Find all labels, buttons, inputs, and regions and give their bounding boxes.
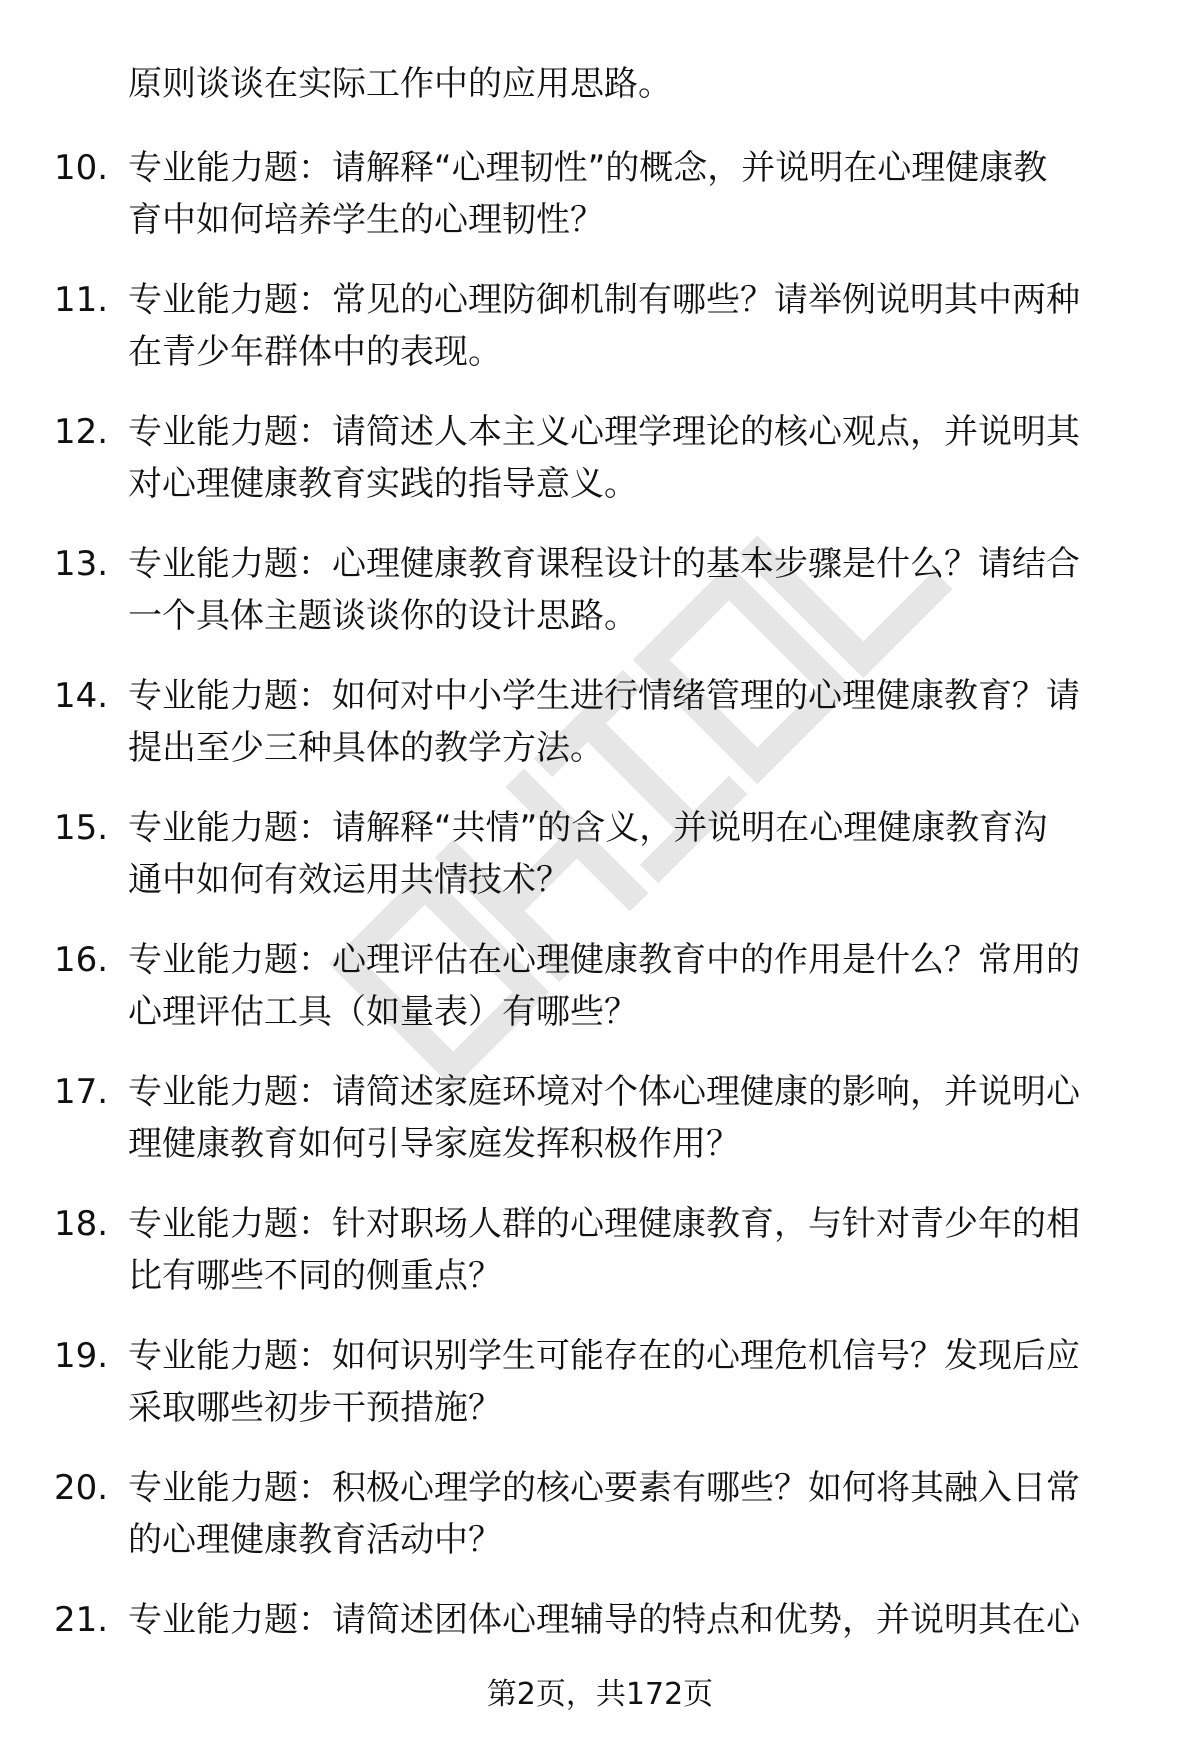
question-line: 专业能力题：请简述团体心理辅导的特点和优势，并说明其在心 xyxy=(128,1600,1080,1640)
question-line: 心理评估工具（如量表）有哪些？ xyxy=(128,992,638,1032)
question-line: 专业能力题：针对职场人群的心理健康教育，与针对青少年的相 xyxy=(128,1204,1080,1244)
question-list xyxy=(0,142,1200,1726)
list-item xyxy=(0,1462,1200,1594)
page-footer: 第2页，共172页 xyxy=(486,1677,714,1712)
question-line: 专业能力题：请解释“心理韧性”的概念，并说明在心理健康教 xyxy=(128,148,1048,188)
question-text xyxy=(128,406,1143,510)
list-item xyxy=(0,1330,1200,1462)
question-text xyxy=(128,142,1143,246)
question-text xyxy=(128,1594,1143,1646)
question-text xyxy=(128,1330,1143,1434)
question-line: 专业能力题：积极心理学的核心要素有哪些？如何将其融入日常 xyxy=(128,1468,1080,1508)
question-number: 12. xyxy=(54,412,109,452)
question-line: 通中如何有效运用共情技术？ xyxy=(128,860,570,900)
question-line: 育中如何培养学生的心理韧性？ xyxy=(128,200,604,240)
question-line: 专业能力题：如何对中小学生进行情绪管理的心理健康教育？请 xyxy=(128,676,1080,716)
question-line: 专业能力题：常见的心理防御机制有哪些？请举例说明其中两种 xyxy=(128,280,1080,320)
question-line: 提出至少三种具体的教学方法。 xyxy=(128,728,604,768)
list-item xyxy=(0,934,1200,1066)
question-line: 一个具体主题谈谈你的设计思路。 xyxy=(128,596,638,636)
question-number: 13. xyxy=(54,544,109,584)
question-number: 17. xyxy=(54,1072,109,1112)
question-text xyxy=(128,274,1143,378)
question-text xyxy=(128,538,1143,642)
question-number: 14. xyxy=(54,676,109,716)
question-line: 专业能力题：请解释“共情”的含义，并说明在心理健康教育沟 xyxy=(128,808,1048,848)
list-item xyxy=(0,406,1200,538)
question-line: 专业能力题：心理健康教育课程设计的基本步骤是什么？请结合 xyxy=(128,544,1080,584)
question-line: 在青少年群体中的表现。 xyxy=(128,332,502,372)
question-text xyxy=(128,1066,1143,1170)
question-line: 采取哪些初步干预措施？ xyxy=(128,1388,502,1428)
question-number: 15. xyxy=(54,808,109,848)
question-number: 18. xyxy=(54,1204,109,1244)
question-number: 19. xyxy=(54,1336,109,1376)
list-item xyxy=(0,142,1200,274)
question-line: 专业能力题：请简述家庭环境对个体心理健康的影响，并说明心 xyxy=(128,1072,1080,1112)
question-line: 理健康教育如何引导家庭发挥积极作用？ xyxy=(128,1124,740,1164)
question-line: 专业能力题：如何识别学生可能存在的心理危机信号？发现后应 xyxy=(128,1336,1080,1376)
list-item xyxy=(0,1066,1200,1198)
question-text xyxy=(128,934,1143,1038)
question-number: 10. xyxy=(54,148,109,188)
question-line: 专业能力题：请简述人本主义心理学理论的核心观点，并说明其 xyxy=(128,412,1080,452)
question-line: 专业能力题：心理评估在心理健康教育中的作用是什么？常用的 xyxy=(128,940,1080,980)
question-text xyxy=(128,670,1143,774)
question-line: 对心理健康教育实践的指导意义。 xyxy=(128,464,638,504)
list-item xyxy=(0,1198,1200,1330)
question-line: 的心理健康教育活动中？ xyxy=(128,1520,502,1560)
list-item xyxy=(0,802,1200,934)
intro-line: 原则谈谈在实际工作中的应用思路。 xyxy=(128,64,672,104)
question-number: 21. xyxy=(54,1600,109,1640)
list-item xyxy=(0,274,1200,406)
question-line: 比有哪些不同的侧重点？ xyxy=(128,1256,502,1296)
list-item xyxy=(0,538,1200,670)
question-number: 11. xyxy=(54,280,109,320)
question-text xyxy=(128,802,1143,906)
question-text xyxy=(128,1462,1143,1566)
question-text xyxy=(128,1198,1143,1302)
list-item xyxy=(0,670,1200,802)
question-number: 20. xyxy=(54,1468,109,1508)
question-number: 16. xyxy=(54,940,109,980)
